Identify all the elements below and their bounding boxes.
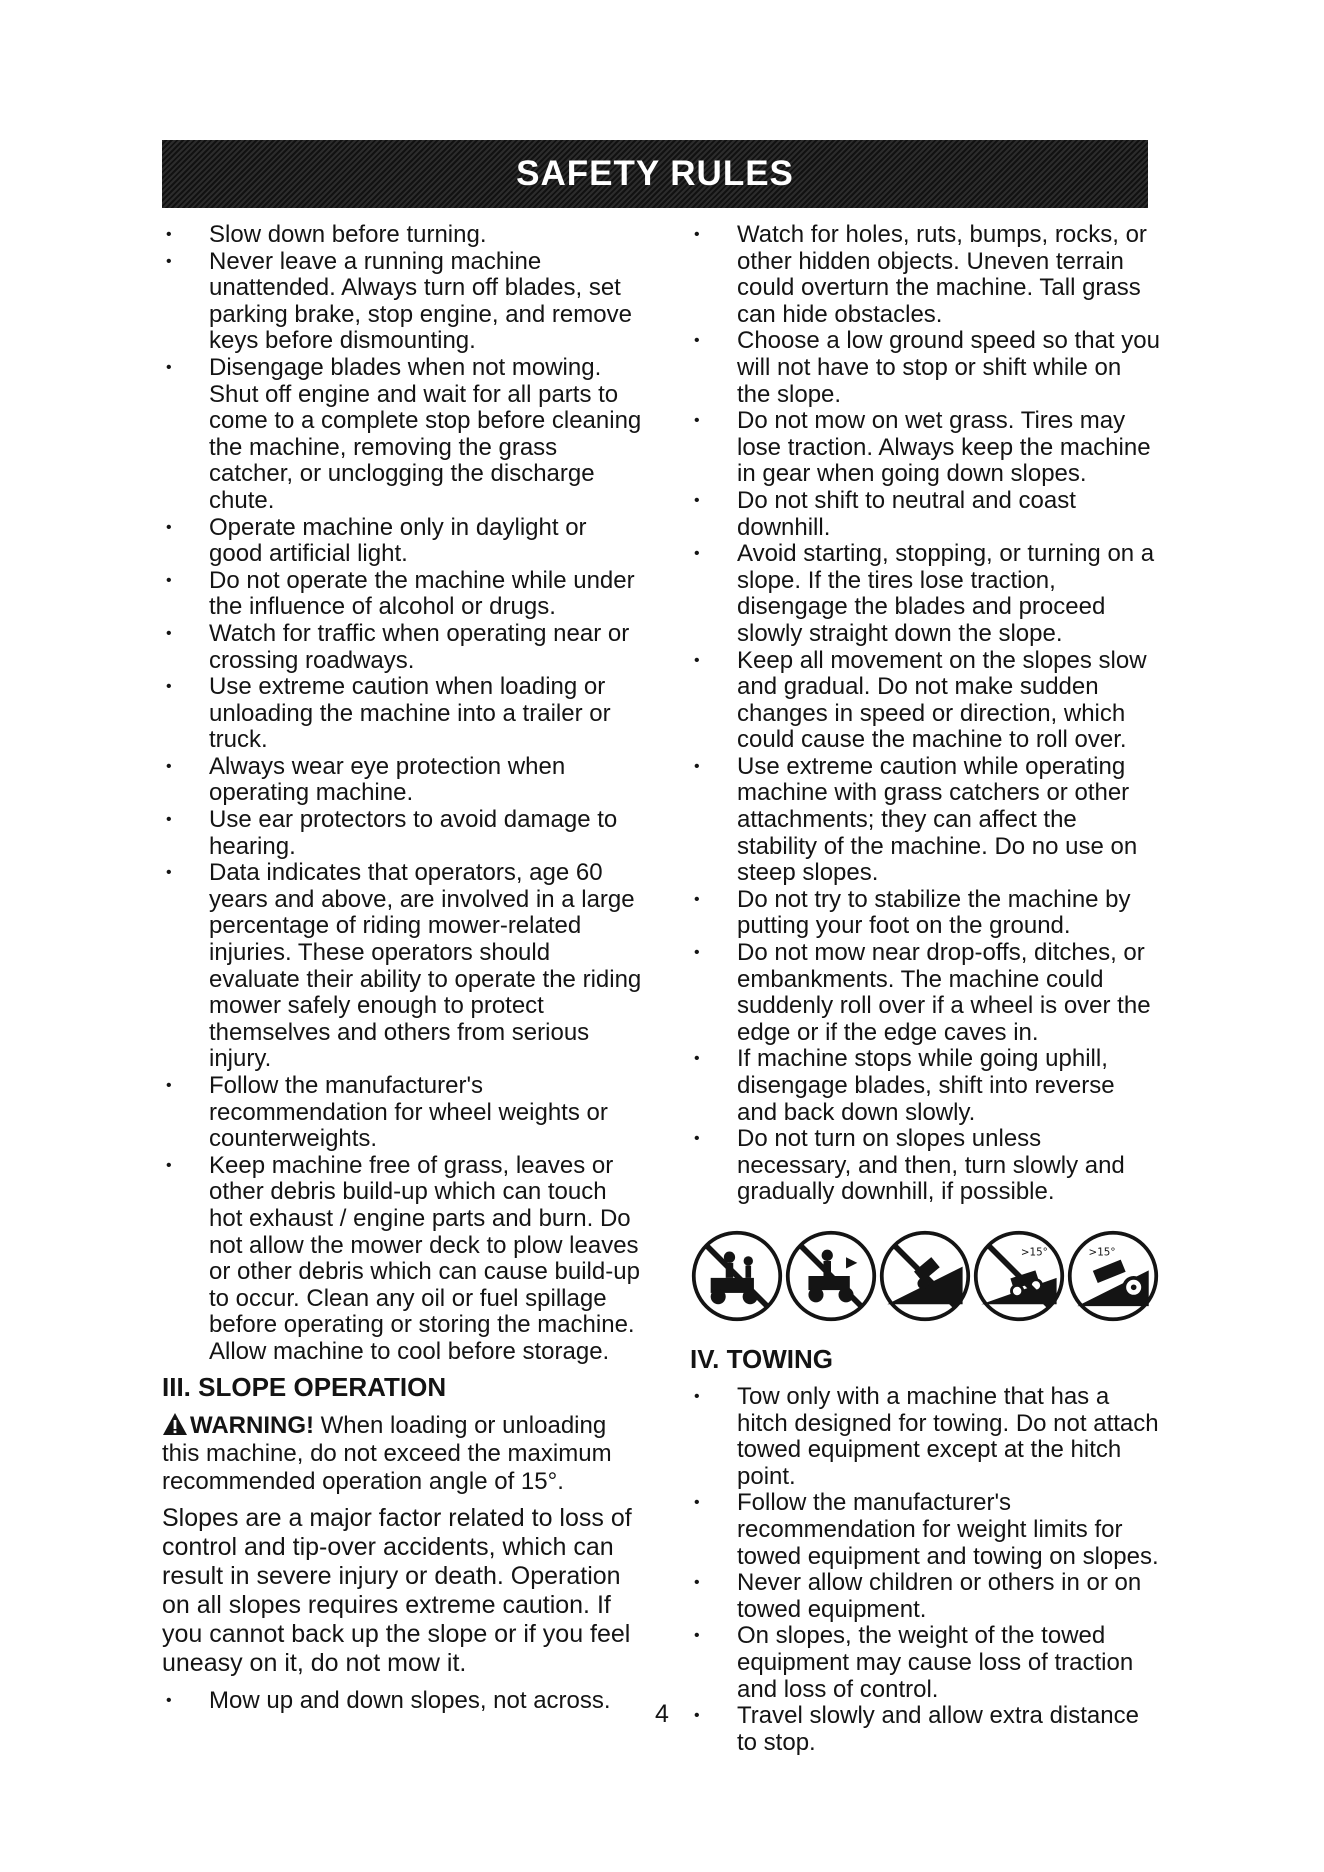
slope-operation-heading: III. SLOPE OPERATION (162, 1371, 447, 1402)
list-item: • Never leave a running machine unattended. Always turn off blades, set parking brake, stop engine, and remove keys before dismounting. (162, 249, 646, 355)
list-item: • Tow only with a machine that has a hitch designed for towing. Do not attach towed equipment except at the hitch point. (690, 1384, 1160, 1490)
list-item: • Operate machine only in daylight or good artificial light. (162, 515, 646, 568)
list-item: • Do not turn on slopes unless necessary, and then, turn slowly and gradually downhill, if possible. (690, 1126, 1160, 1206)
list-item: • Do not mow on wet grass. Tires may lose traction. Always keep the machine in gear when going down slopes. (690, 408, 1160, 488)
list-item: • Watch for holes, ruts, bumps, rocks, or other hidden objects. Uneven terrain could overturn the machine. Tall grass can hide obstacles. (690, 222, 1160, 328)
list-item: • Mow up and down slopes, not across. (162, 1688, 646, 1715)
left-bullet-list (162, 222, 646, 1366)
pictogram-row (690, 1224, 1160, 1336)
max-slope-icon (972, 1224, 1066, 1328)
list-item: • Choose a low ground speed so that you will not have to stop or shift while on the slope. (690, 328, 1160, 408)
list-item: • Data indicates that operators, age 60 years and above, are involved in a large percentage of riding mower-related injuries. These operators should evaluate their ability to operate the riding mower safely enough to protect themselves and others from serious injury. (162, 860, 646, 1073)
list-item: • Keep machine free of grass, leaves or other debris build-up which can touch hot exhaust / engine parts and burn. Do not allow the mower deck to plow leaves or other debris which can cause build-up to occur. Clean any oil or fuel spillage before operating or storing the machine. Allow machine to cool before storage. (162, 1153, 646, 1366)
slope-paragraph: Slopes are a major factor related to loss of control and tip-over accidents, which can result in severe injury or death. Operation on all slopes requires extreme caution. If you cannot back up the slope or if you feel uneasy on it, do not mow it. (162, 1503, 632, 1677)
list-item: • Do not try to stabilize the machine by putting your foot on the ground. (690, 887, 1160, 940)
list-item: • Do not operate the machine while under the influence of alcohol or drugs. (162, 568, 646, 621)
list-item: • Slow down before turning. (162, 222, 646, 249)
towing-heading: IV. TOWING (690, 1343, 834, 1374)
no-passengers-icon (784, 1224, 878, 1328)
list-item: • Do not mow near drop-offs, ditches, or embankments. The machine could suddenly roll over if a wheel is over the edge or if the edge caves in. (690, 940, 1160, 1046)
right-bullet-list (690, 222, 1160, 1206)
list-item: • Avoid starting, stopping, or turning on a slope. If the tires lose traction, disengage the blades and proceed slowly straight down the slope. (690, 541, 1160, 647)
list-item: • Use ear protectors to avoid damage to hearing. (162, 807, 646, 860)
warning-triangle-icon (162, 1412, 188, 1436)
list-item: • On slopes, the weight of the towed equipment may cause loss of traction and loss of control. (690, 1623, 1160, 1703)
slope-warning (162, 1412, 646, 1496)
tip-over-label: >15° (1088, 1246, 1116, 1259)
warning-label: WARNING! (190, 1411, 314, 1439)
left-column (162, 222, 646, 1714)
max-slope-label: >15° (1020, 1246, 1048, 1259)
list-item: • Disengage blades when not mowing. Shut off engine and wait for all parts to come to a complete stop before cleaning the machine, removing the grass catcher, or unclogging the discharge chute. (162, 355, 646, 515)
list-item: • Do not shift to neutral and coast downhill. (690, 488, 1160, 541)
list-item: • Watch for traffic when operating near or crossing roadways. (162, 621, 646, 674)
list-item: • Never allow children or others in or on towed equipment. (690, 1570, 1160, 1623)
warning-text: When loading or unloading this machine, do not exceed the maximum recommended operation angle of 15°. (162, 1411, 612, 1495)
page-number: 4 (655, 1700, 669, 1728)
list-item: • Keep all movement on the slopes slow and gradual. Do not make sudden changes in speed or direction, which could cause the machine to roll over. (690, 648, 1160, 754)
list-item: • Follow the manufacturer's recommendation for weight limits for towed equipment and towing on slopes. (690, 1490, 1160, 1570)
banner-title: SAFETY RULES (516, 154, 794, 193)
list-item: • Use extreme caution while operating machine with grass catchers or other attachments; they can affect the stability of the machine. Do no use on steep slopes. (690, 754, 1160, 887)
list-item: • Use extreme caution when loading or unloading the machine into a trailer or truck. (162, 674, 646, 754)
list-item: • Always wear eye protection when operating machine. (162, 754, 646, 807)
list-item: • Travel slowly and allow extra distance to stop. (690, 1703, 1160, 1756)
tip-over-warning-icon (1066, 1224, 1160, 1328)
section-banner (162, 140, 1148, 208)
no-across-slope-icon (878, 1224, 972, 1328)
list-item: • If machine stops while going uphill, disengage blades, shift into reverse and back down slowly. (690, 1046, 1160, 1126)
no-riders-icon (690, 1224, 784, 1328)
list-item: • Follow the manufacturer's recommendation for wheel weights or counterweights. (162, 1073, 646, 1153)
right-column (690, 222, 1160, 1756)
